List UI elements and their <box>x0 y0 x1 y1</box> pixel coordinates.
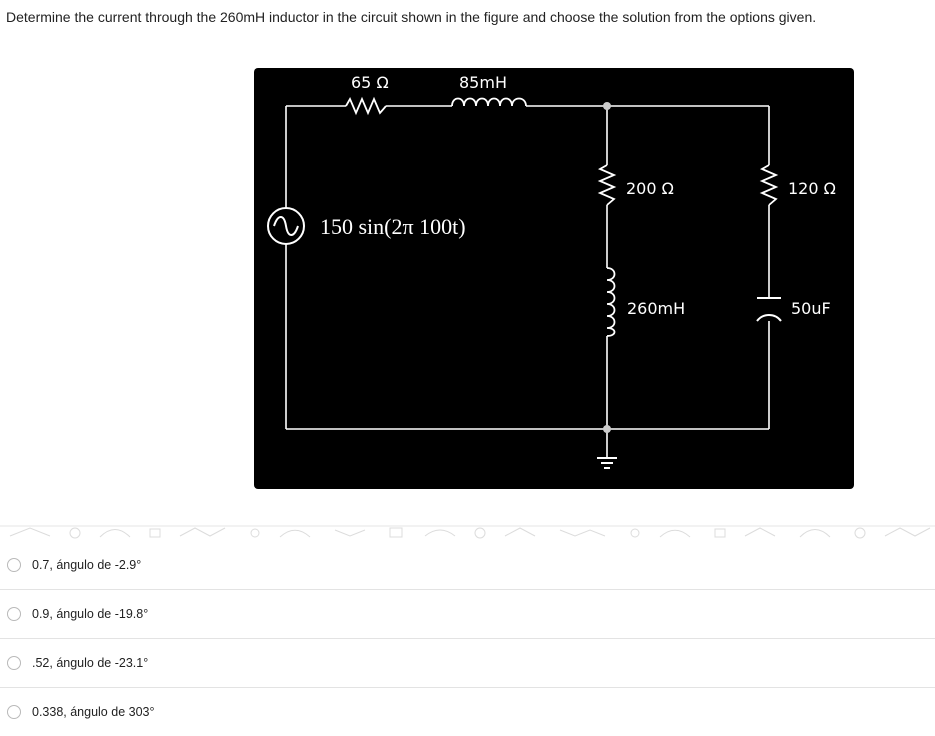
radio-button-2[interactable] <box>7 607 21 621</box>
option-4[interactable] <box>0 688 935 736</box>
inductor-85-icon <box>452 99 526 107</box>
r3-label: 120 Ω <box>788 179 836 198</box>
resistor-120-icon <box>762 165 776 205</box>
resistor-200-icon <box>600 165 614 205</box>
radio-button-1[interactable] <box>7 558 21 572</box>
node-top <box>603 102 611 110</box>
inductor-260-icon <box>607 268 615 336</box>
resistor-65-icon <box>346 99 386 113</box>
r2-label: 200 Ω <box>626 179 674 198</box>
ac-wave-icon <box>274 217 298 235</box>
node-bottom <box>603 425 611 433</box>
radio-button-3[interactable] <box>7 656 21 670</box>
decorative-band <box>0 522 935 542</box>
question-text: Determine the current through the 260mH inductor in the circuit shown in the figure and choose the solution from the options given. <box>6 9 817 25</box>
c1-label: 50uF <box>791 299 831 318</box>
l1-label: 85mH <box>459 73 507 92</box>
l2-label: 260mH <box>627 299 686 318</box>
circuit-diagram <box>254 68 854 489</box>
option-1[interactable] <box>0 541 935 590</box>
option-1-label: 0.7, ángulo de -2.9° <box>32 558 142 572</box>
r1-label: 65 Ω <box>351 73 389 92</box>
option-2-label: 0.9, ángulo de -19.8° <box>32 607 149 621</box>
source-label: 150 sin(2π 100t) <box>320 214 466 239</box>
option-4-label: 0.338, ángulo de 303° <box>32 705 155 719</box>
option-3[interactable] <box>0 639 935 688</box>
option-2[interactable] <box>0 590 935 639</box>
decorative-pattern <box>0 522 935 542</box>
option-3-label: .52, ángulo de -23.1° <box>32 656 149 670</box>
radio-button-4[interactable] <box>7 705 21 719</box>
circuit-figure <box>254 68 854 489</box>
answer-options <box>0 541 935 736</box>
capacitor-plate-bottom <box>757 315 781 321</box>
